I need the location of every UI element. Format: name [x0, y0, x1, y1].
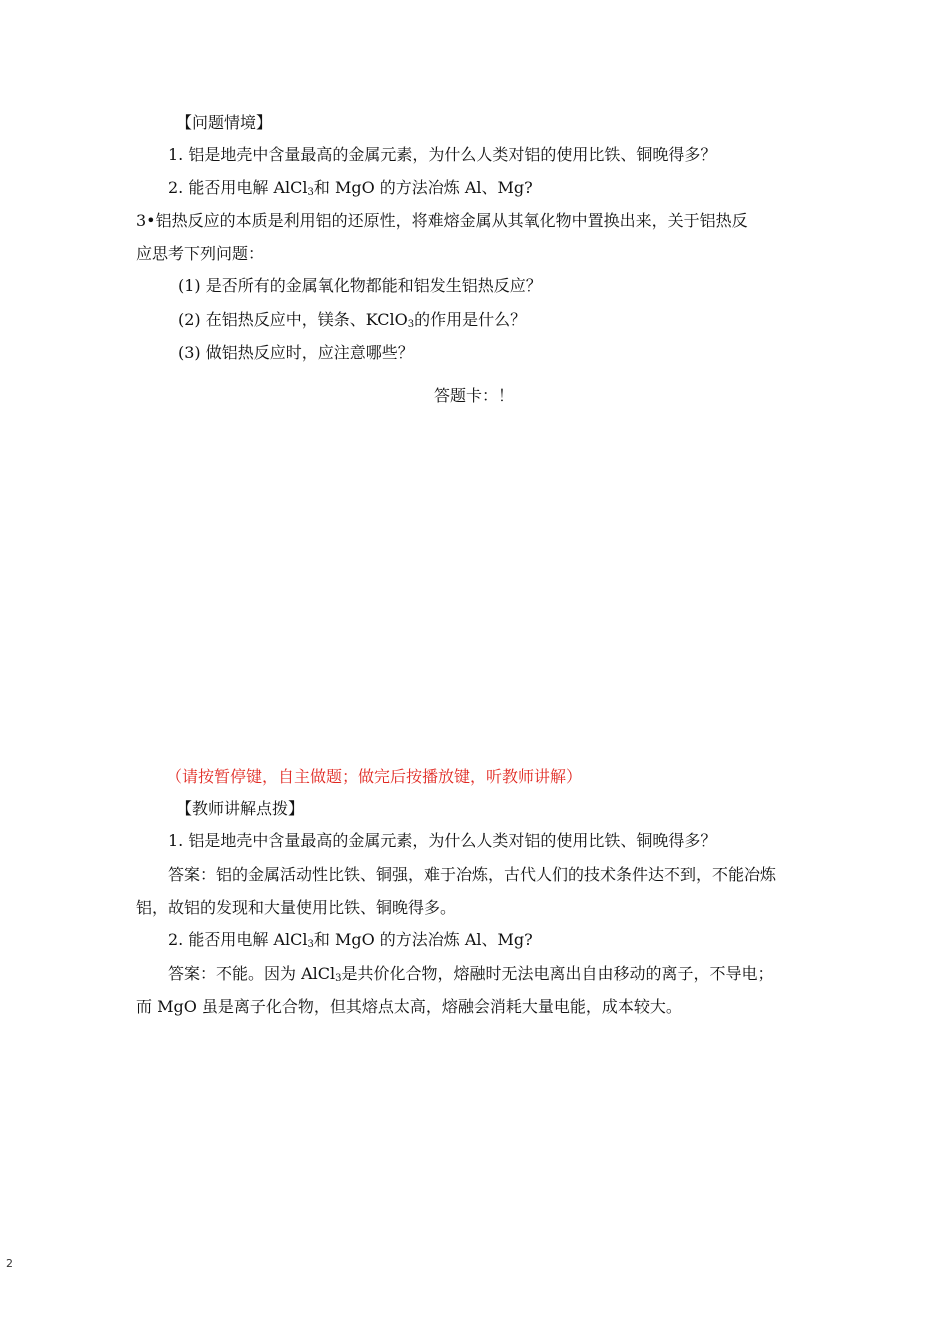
teacher-question-2-suffix: 和 MgO 的方法冶炼 Al、Mg?: [313, 930, 533, 949]
problem-question-3-line-1: 3•铝热反应的本质是利用铝的还原性，将难熔金属从其氧化物中置换出来，关于铝热反: [136, 211, 748, 230]
answer-1-line-1: 答案：铝的金属活动性比铁、铜强，难于冶炼，古代人们的技术条件达不到，不能冶炼: [168, 865, 777, 884]
sub-question-2: [178, 309, 526, 331]
problem-question-2-suffix: 和 MgO 的方法冶炼 Al、Mg?: [313, 178, 533, 197]
teacher-question-2: [168, 929, 533, 951]
sub-question-2-suffix: 的作用是什么？: [414, 310, 527, 329]
sub-question-2-subscript: 3: [407, 319, 415, 330]
problem-question-2-subscript: 3: [307, 187, 314, 198]
answer-2-line-1-prefix: 答案：不能。因为 AlCl: [168, 964, 336, 983]
sub-question-1: (1) 是否所有的金属氧化物都能和铝发生铝热反应？: [178, 276, 542, 295]
answer-2-line-1-subscript: 3: [335, 973, 342, 984]
problem-question-2: [168, 177, 533, 199]
answer-2-line-1-suffix: 是共价化合物，熔融时无法电离出自由移动的离子，不导电；: [341, 964, 774, 983]
problem-question-3-line-2: 应思考下列问题：: [136, 244, 265, 263]
answer-1-line-2: 铝，故铝的发现和大量使用比铁、铜晚得多。: [136, 898, 457, 917]
answer-2-line-2: 而 MgO 虽是离子化合物，但其熔点太高，熔融会消耗大量电能，成本较大。: [136, 997, 682, 1016]
answer-card-label: 答题卡：！: [434, 386, 515, 405]
problem-heading: 【问题情境】: [176, 113, 273, 132]
teacher-question-1: 1. 铝是地壳中含量最高的金属元素，为什么人类对铝的使用比铁、铜晚得多？: [168, 831, 717, 850]
answer-2-line-1: [168, 963, 774, 985]
pause-instruction: （请按暂停键，自主做题；做完后按播放键，听教师讲解）: [166, 767, 583, 786]
problem-question-1: 1. 铝是地壳中含量最高的金属元素，为什么人类对铝的使用比铁、铜晚得多？: [168, 145, 717, 164]
sub-question-2-prefix: (2) 在铝热反应中，镁条、KClO: [178, 310, 408, 329]
page-number: 2: [6, 1257, 13, 1270]
problem-question-2-prefix: 2. 能否用电解 AlCl: [168, 178, 308, 197]
teacher-question-2-prefix: 2. 能否用电解 AlCl: [168, 930, 308, 949]
teacher-question-2-subscript: 3: [307, 939, 314, 950]
teacher-heading: 【教师讲解点拨】: [176, 799, 305, 818]
sub-question-3: (3) 做铝热反应时，应注意哪些？: [178, 343, 414, 362]
